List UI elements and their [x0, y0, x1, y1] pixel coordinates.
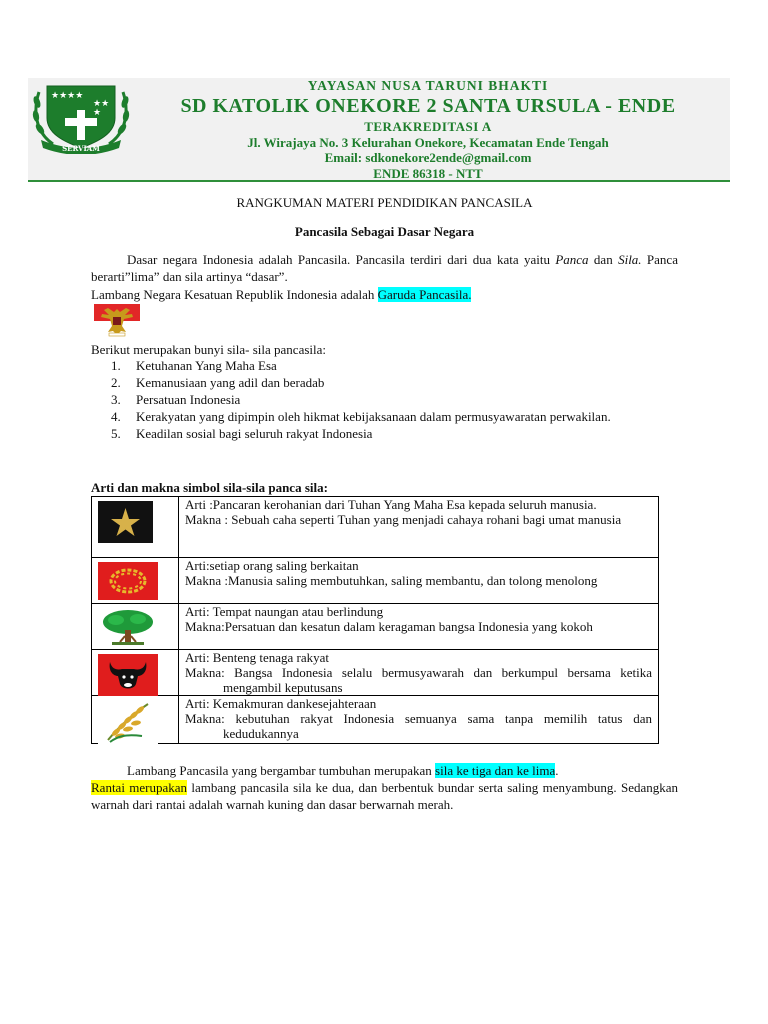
- logo-motto: SERVIAM: [62, 144, 100, 153]
- table-row: [92, 558, 659, 604]
- banyan-tree-icon: [98, 608, 158, 648]
- emblem-paragraph: Lambang Negara Kesatuan Republik Indonesia adalah Garuda Pancasila.: [91, 287, 472, 302]
- rice-cotton-icon: [98, 700, 158, 744]
- sila-highlight: sila ke tiga dan ke lima: [435, 763, 556, 778]
- star-icon: [98, 501, 153, 543]
- makna-text: Makna: kebutuhan rakyat Indonesia semuanya sama tanpa memilih tatus dan kedudukannya: [185, 711, 652, 741]
- svg-text:★★★★: ★★★★: [51, 91, 84, 101]
- panca-word: Panca: [555, 252, 589, 267]
- garuda-highlight: Garuda Pancasila.: [377, 287, 472, 302]
- makna-text: Makna: Bangsa Indonesia selalu bermusyawarah dan berkumpul bersama ketika mengambil keputusans: [185, 665, 652, 695]
- makna-text: Makna : Sebuah caha seperti Tuhan yang menjadi cahaya rohani bagi umat manusia: [185, 512, 622, 527]
- table-row: [92, 497, 659, 558]
- svg-text:★★: ★★: [93, 99, 110, 109]
- arti-text: Arti :Pancaran kerohanian dari Tuhan Yang Maha Esa kepada seluruh manusia.: [185, 497, 597, 512]
- table-row: [92, 604, 659, 650]
- sila-list: [91, 357, 678, 442]
- table-row: [92, 696, 659, 744]
- arti-text: Arti:setiap orang saling berkaitan: [185, 558, 359, 573]
- list-item: 1. Ketuhanan Yang Maha Esa: [111, 358, 277, 373]
- bull-head-icon: [98, 654, 158, 696]
- arti-text: Arti: Kemakmuran dankesejahteraan: [185, 696, 377, 711]
- symbol-meaning-table: [91, 496, 659, 744]
- school-address: Jl. Wirajaya No. 3 Kelurahan Onekore, Kecamatan Ende Tengah: [247, 134, 609, 150]
- arti-text: Arti: Benteng tenaga rakyat: [185, 650, 330, 665]
- arti-text: Arti: Tempat naungan atau berlindung: [185, 604, 384, 619]
- table-row: [92, 650, 659, 696]
- list-intro: Berikut merupakan bunyi sila- sila pancasila:: [91, 342, 327, 357]
- intro-paragraph: Dasar negara Indonesia adalah Pancasila. Pancasila terdiri dari dua kata yaitu Panca dan Sila. Panca berarti”lima” dan sila artinya “dasar”.: [91, 252, 678, 284]
- garuda-pancasila-icon: [94, 304, 140, 338]
- table-heading: Arti dan makna simbol sila-sila panca sila:: [91, 480, 328, 495]
- makna-text: Makna:Persatuan dan kesatun dalam keragaman bangsa Indonesia yang kokoh: [185, 619, 593, 634]
- makna-text: Makna :Manusia saling membutuhkan, saling membantu, dan tolong menolong: [185, 573, 598, 588]
- list-item: 3. Persatuan Indonesia: [111, 392, 241, 407]
- sila-word: Sila.: [618, 252, 642, 267]
- letterhead: [28, 78, 730, 182]
- closing-paragraph: Lambang Pancasila yang bergambar tumbuhan merupakan sila ke tiga dan ke lima. Rantai merupakan lambang pancasila sila ke dua, dan berbentuk bundar serta saling menyambung. Sedangkan warnah dari rantai adalah warnah kuning dan dasar berwarnah merah.: [91, 763, 679, 812]
- letterhead-text: [128, 78, 728, 181]
- rantai-highlight: Rantai merupakan: [91, 780, 188, 795]
- school-email: Email: sdkonekore2ende@gmail.com: [324, 150, 532, 165]
- chain-icon: [98, 562, 158, 600]
- list-item: 2. Kemanusiaan yang adil dan beradab: [111, 375, 325, 390]
- document-title: RANGKUMAN MATERI PENDIDIKAN PANCASILA: [236, 195, 533, 210]
- school-logo-icon: [31, 82, 131, 154]
- school-name: SD KATOLIK ONEKORE 2 SANTA URSULA - ENDE: [180, 95, 676, 117]
- list-item: 4. Kerakyatan yang dipimpin oleh hikmat kebijaksanaan dalam permusyawaratan perwakilan.: [111, 409, 611, 424]
- foundation-name: YAYASAN NUSA TARUNI BHAKTI: [307, 78, 549, 93]
- document-subtitle: Pancasila Sebagai Dasar Negara: [294, 224, 475, 239]
- list-item: 5. Keadilan sosial bagi seluruh rakyat Indonesia: [111, 426, 373, 441]
- svg-text:★: ★: [93, 108, 102, 118]
- accreditation: TERAKREDITASI A: [364, 119, 492, 134]
- school-city: ENDE 86318 - NTT: [373, 165, 483, 181]
